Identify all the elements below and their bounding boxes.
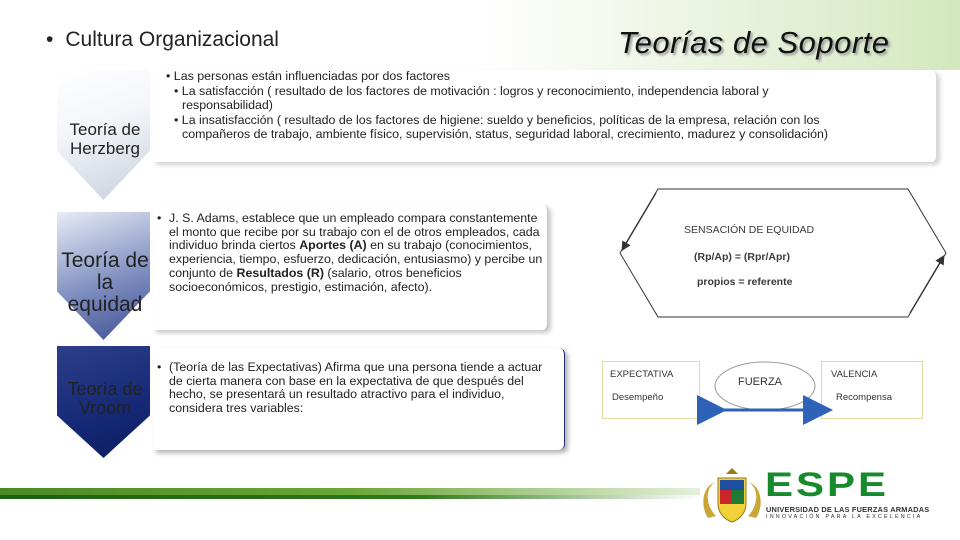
bullet-glyph: •: [157, 211, 162, 225]
footer-stripe: [0, 488, 700, 495]
footer-stripe-dark: [0, 495, 700, 499]
espe-subtitle: UNIVERSIDAD DE LAS FUERZAS ARMADAS: [766, 505, 930, 514]
equity-formula: (Rp/Ap) = (Rpr/Apr): [694, 251, 790, 263]
label-vroom: Teoría de Vroom: [67, 379, 143, 418]
valencia-title: VALENCIA: [831, 369, 878, 380]
herzberg-item-cont: compañeros de trabajo, ambiente físico, supervisión, status, seguridad laboral, crecimiento, madurez y consolidación): [182, 127, 829, 142]
espe-tagline: INNOVACIÓN PARA LA EXCELENCIA: [766, 514, 923, 520]
label-herzberg: Teoría de Herzberg: [69, 120, 141, 158]
bullet-glyph: •: [157, 360, 162, 374]
expectativa-title: EXPECTATIVA: [610, 369, 674, 380]
section-title: Cultura Organizacional: [65, 28, 279, 51]
section-heading: [46, 28, 279, 52]
label-equidad: Teoría de la equidad: [61, 249, 149, 317]
slide-title: Teorías de Soporte: [618, 25, 890, 60]
herzberg-lead: Las personas están influenciadas por dos factores: [173, 69, 451, 83]
herzberg-item: • La insatisfacción ( resultado de los factores de higiene: sueldo y beneficios, políticas de la empresa, relación con los: [174, 112, 820, 127]
vroom-body: (Teoría de las Expectativas) Afirma que una persona tiende a actuar de cierta manera con base en la expectativa de que después del hecho, se presentará un resultado atractivo para el individuo, considera tres variables:: [169, 360, 543, 416]
herzberg-item: • La satisfacción ( resultado de los factores de motivación : logros y reconocimiento, independencia laboral y: [174, 83, 769, 98]
bullet-glyph: •: [46, 28, 54, 51]
espe-wordmark: ESPE: [765, 465, 890, 504]
vroom-text: [157, 361, 555, 416]
equidad-text: [157, 212, 543, 294]
herzberg-lead-line: • Las personas están influenciadas por dos factores: [166, 69, 451, 83]
equity-title: SENSACIÓN DE EQUIDAD: [684, 224, 815, 236]
equity-note: propios = referente: [697, 276, 793, 288]
valencia-sub: Recompensa: [836, 392, 892, 403]
expectativa-sub: Desempeño: [612, 392, 664, 403]
fuerza-label: FUERZA: [738, 376, 782, 388]
herzberg-item-cont: responsabilidad): [182, 98, 273, 113]
equidad-body: J. S. Adams, establece que un empleado compara constantemente el monto que recibe por su trabajo con el de otros empleados, cada individuo brinda ciertos Aportes (A) en su trabajo (conocimientos, experiencia, tiempo, esfuerzo, dedicación, entusiasmo) y percibe un conjunto de Resultados (R) (salario, otros beneficios socioeconómicos, prestigio, estimación, afecto).: [169, 211, 543, 294]
herzberg-text: [166, 69, 936, 142]
